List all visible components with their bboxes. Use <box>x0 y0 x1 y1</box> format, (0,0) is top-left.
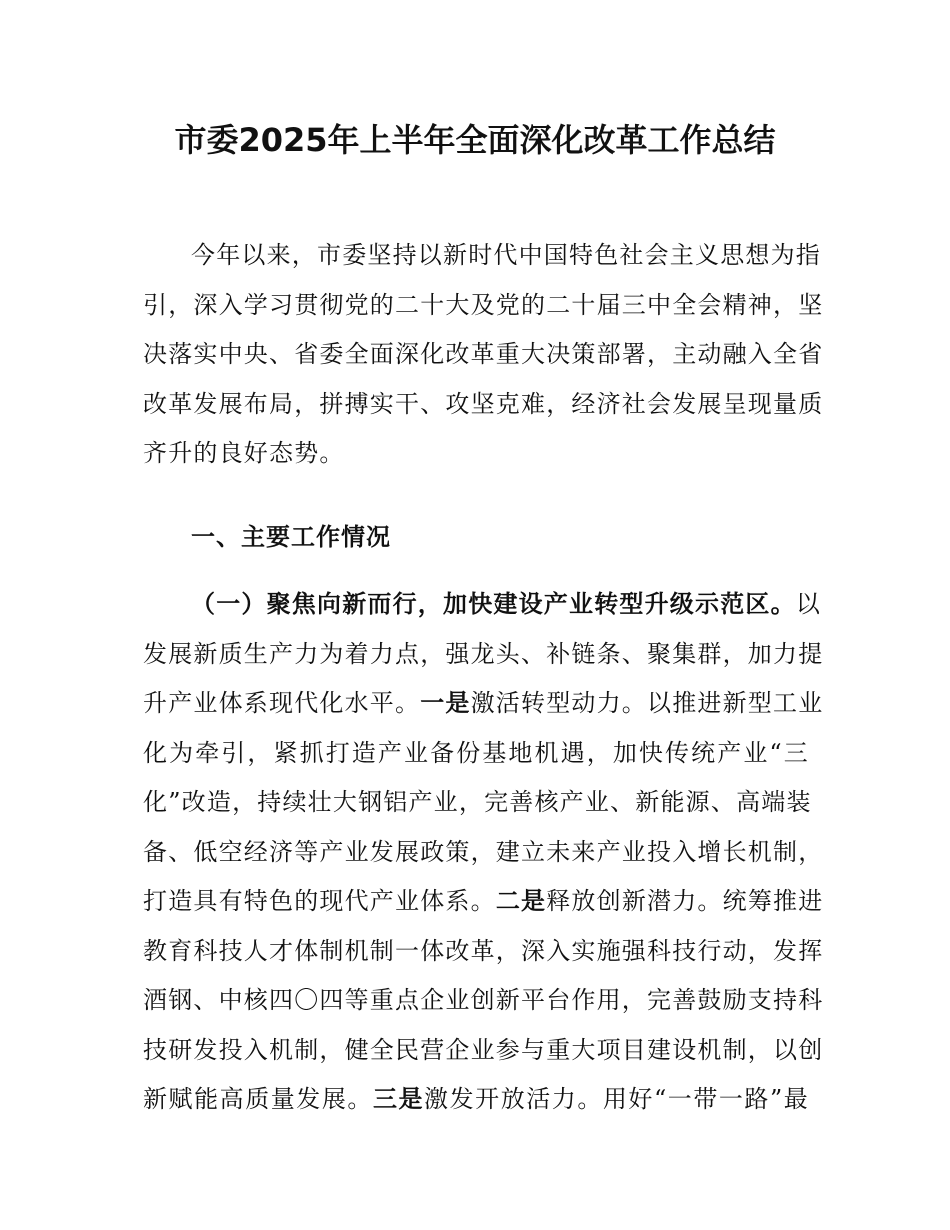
section1-line11-bold: 三是 <box>372 1085 425 1113</box>
section1-line-9: 酒钢、中核四〇四等重点企业创新平台作用，完善鼓励支持科 <box>143 986 824 1014</box>
section-heading: 一、主要工作情况 <box>191 523 391 551</box>
section1-lead-rest: 以 <box>795 590 822 618</box>
intro-paragraph <box>143 231 824 479</box>
section1-line-7 <box>143 877 824 927</box>
section1-line-2: 发展新质生产力为着力点，强龙头、补链条、聚集群，加力提 <box>143 639 824 668</box>
section1-line7-bold: 二是 <box>495 887 547 915</box>
section1-line3-bold: 一是 <box>420 689 471 717</box>
intro-line-1: 今年以来，市委坚持以新时代中国特色社会主义思想为指 <box>191 241 821 269</box>
intro-line-5: 齐升的良好态势。 <box>143 439 345 467</box>
section1-line7-pre: 打造具有特色的现代产业体系。 <box>143 887 496 915</box>
section1-line3-post: 激活转型动力。以推进新型工业 <box>470 689 824 717</box>
intro-line-4: 改革发展布局，拼搏实干、攻坚克难，经济社会发展呈现量质 <box>143 389 824 418</box>
section1-lead-bold: （一）聚焦向新而行，加快建设产业转型升级示范区。 <box>191 590 796 618</box>
section1-line11-pre: 新赋能高质量发展。 <box>143 1085 373 1113</box>
section1-line-8: 教育科技人才体制机制一体改革，深入实施强科技行动，发挥 <box>143 936 824 965</box>
section1-paragraph <box>143 580 824 1125</box>
intro-line-3: 决落实中央、省委全面深化改革重大决策部署，主动融入全省 <box>143 340 824 368</box>
section1-line11-post: 激发开放活力。用好“一带一路”最 <box>424 1085 809 1113</box>
section1-line3-pre: 升产业体系现代化水平。 <box>143 689 421 717</box>
intro-line-2: 引，深入学习贯彻党的二十大及党的二十届三中全会精神，坚 <box>143 290 824 319</box>
section1-line-4: 化为牵引，紧抓打造产业备份基地机遇，加快传统产业“三 <box>143 738 809 767</box>
section1-line-3 <box>143 679 824 729</box>
section1-line-11 <box>143 1075 809 1125</box>
section1-line7-post: 释放创新潜力。统筹推进 <box>546 887 824 915</box>
section1-line-10: 技研发投入机制，健全民营企业参与重大项目建设机制，以创 <box>143 1035 824 1064</box>
document-title: 市委2025年上半年全面深化改革工作总结 <box>174 121 776 159</box>
section1-line-6: 备、低空经济等产业发展政策，建立未来产业投入增长机制， <box>143 837 824 866</box>
section1-line-1 <box>143 580 822 630</box>
section1-line-5: 化”改造，持续壮大钢铝产业，完善核产业、新能源、高端装 <box>143 788 812 816</box>
